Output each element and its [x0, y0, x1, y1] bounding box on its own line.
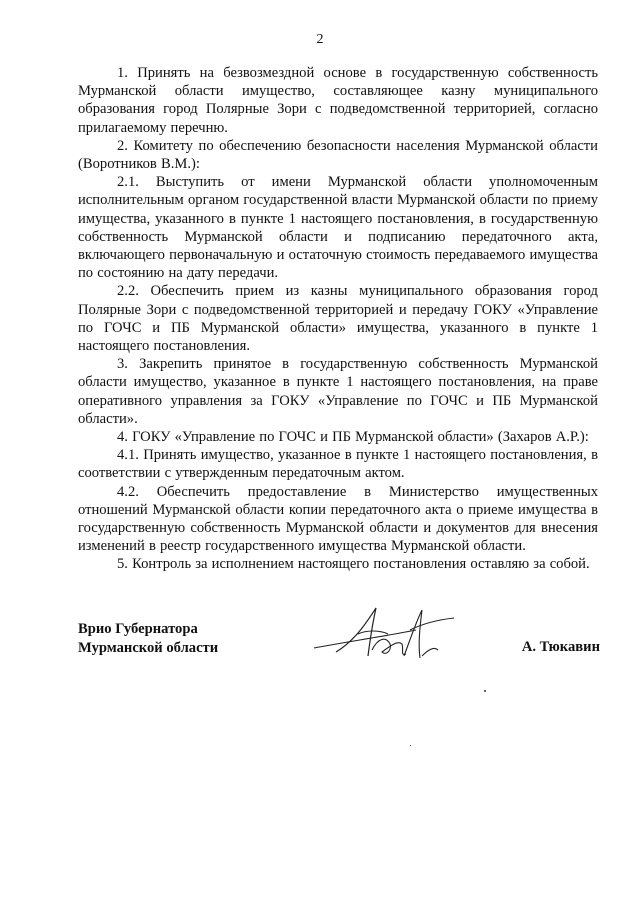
document-body [78, 64, 598, 574]
paragraph-3: 3. Закрепить принятое в государственную собственность Мурманской области имущество, указанное в пункте 1 настоящего постановления, на праве оперативного управления за ГОКУ «Управление по ГОЧС и ПБ Мурманской области». [78, 356, 598, 427]
scan-speck [410, 745, 411, 746]
paragraph-4: 4. ГОКУ «Управление по ГОЧС и ПБ Мурманской области» (Захаров А.Р.): [117, 429, 589, 446]
paragraph-5: 5. Контроль за исполнением настоящего постановления оставляю за собой. [117, 556, 590, 573]
paragraph-1: 1. Принять на безвозмездной основе в государственную собственность Мурманской области имущество, составляющее казну муниципального образования город Полярные Зори с подведомственной территорией, согласно прилагаемому перечню. [78, 65, 598, 136]
signatory-name: А. Тюкавин [521, 639, 600, 655]
paragraph-2: 2. Комитету по обеспечению безопасности населения Мурманской области (Воротников В.М.): [78, 137, 598, 173]
signatory-title-line-1: Врио Губернатора [78, 621, 198, 637]
signatory-title [78, 620, 218, 657]
page-number: 2 [316, 32, 324, 47]
handwritten-signature [306, 600, 476, 670]
paragraph-4-2: 4.2. Обеспечить предоставление в Министерство имущественных отношений Мурманской области копии передаточного акта о приеме имущества в государственную собственность Мурманской области и документов для внесения изменений в реестр государственного имущества Мурманской области. [78, 483, 598, 555]
signatory-title-line-2: Мурманской области [78, 639, 219, 656]
paragraph-4-1: 4.1. Принять имущество, указанное в пункте 1 настоящего постановления, в соответствии с утвержденным передаточным актом. [78, 447, 598, 482]
signature-block [78, 620, 598, 670]
scan-speck [484, 690, 486, 692]
paragraph-2-2: 2.2. Обеспечить прием из казны муниципального образования город Полярные Зори с подведомственной территорией и передачу ГОКУ «Управление по ГОЧС и ПБ Мурманской области» имущества, указанного в пункте 1 настоящего постановления. [78, 283, 598, 355]
paragraph-2-1: 2.1. Выступить от имени Мурманской области уполномоченным исполнительным органом государственной власти Мурманской области по приему имущества, указанного в пункте 1 настоящего постановления, в государственную собственность Мурманской области и подписанию передаточного акта, включающего первоначальную и остаточную стоимость передаваемого имущества по состоянию на дату передачи. [78, 174, 598, 282]
